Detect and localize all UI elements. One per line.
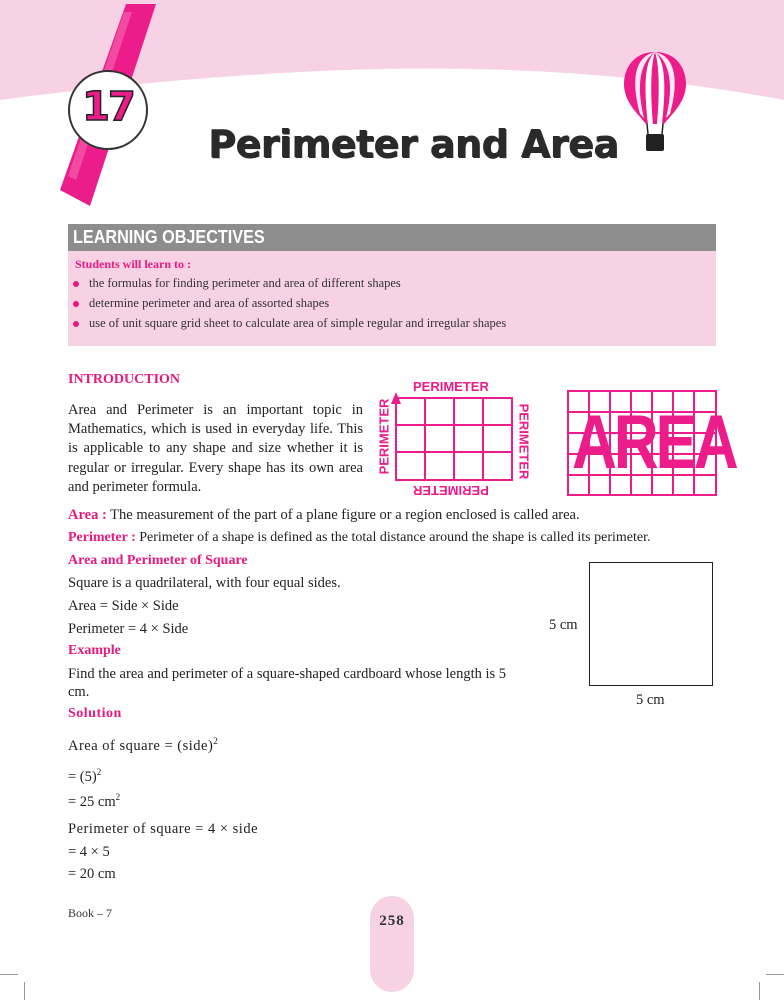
square-figure: [589, 562, 713, 686]
area-graphic-label: AREA: [572, 400, 736, 485]
solution-area-line: [68, 736, 218, 755]
square-bottom-label: 5 cm: [636, 692, 665, 708]
perimeter-term: Perimeter :: [68, 530, 136, 545]
objectives-heading: LEARNING OBJECTIVES: [73, 227, 265, 247]
chapter-number: 17: [82, 84, 134, 130]
crop-mark: [0, 974, 18, 975]
page-number: 258: [379, 913, 405, 929]
example-text: Find the area and perimeter of a square-shaped cardboard whose length is 5 cm.: [68, 666, 507, 700]
crop-mark: [766, 974, 784, 975]
objective-item: the formulas for finding perimeter and area of different shapes: [89, 276, 401, 290]
objectives-lead: Students will learn to :: [75, 257, 192, 271]
bullet-icon: [73, 321, 79, 327]
crop-mark: [24, 982, 25, 1000]
hot-air-balloon-icon: [622, 50, 688, 154]
perimeter-definition-text: Perimeter of a shape is defined as the total distance around the shape is called its perimeter.: [135, 530, 651, 545]
solution-step-2: [68, 792, 120, 811]
solution-step-1: [68, 767, 101, 786]
bullet-icon: [73, 281, 79, 287]
area-definition-text: The measurement of the part of a plane figure or a region enclosed is called area.: [106, 507, 580, 523]
solution-area-exponent: 2: [213, 736, 219, 746]
perimeter-label-bottom: PERIMETER: [413, 483, 489, 498]
square-section-heading: Area and Perimeter of Square: [68, 553, 248, 568]
objective-item: determine perimeter and area of assorted shapes: [89, 296, 330, 310]
square-line-2: Area = Side × Side: [68, 598, 179, 614]
square-line-3: Perimeter = 4 × Side: [68, 621, 189, 637]
perimeter-label-top: PERIMETER: [413, 379, 489, 394]
solution-area-text: Area of square = (side): [68, 737, 214, 754]
perimeter-label-left: PERIMETER: [376, 398, 392, 475]
area-definition: [68, 507, 580, 524]
perimeter-definition: [68, 530, 650, 546]
footer-book: Book – 7: [68, 906, 113, 920]
perimeter-label-right: PERIMETER: [516, 403, 532, 480]
square-side-label: 5 cm: [549, 617, 578, 633]
solution-step-2-exponent: 2: [115, 792, 121, 802]
chapter-title: Perimeter and Area: [208, 122, 619, 166]
crop-mark: [759, 982, 760, 1000]
solution-step-4: = 20 cm: [68, 866, 116, 882]
square-line-1: Square is a quadrilateral, with four equal sides.: [68, 575, 341, 591]
solution-heading: Solution: [68, 706, 122, 721]
bullet-icon: [73, 301, 79, 307]
solution-step-3: = 4 × 5: [68, 844, 110, 860]
objective-item: use of unit square grid sheet to calculate area of simple regular and irregular shapes: [89, 316, 507, 330]
solution-perimeter-line: Perimeter of square = 4 × side: [68, 821, 258, 837]
solution-step-1-text: = (5): [68, 768, 97, 785]
solution-step-1-exponent: 2: [96, 767, 102, 777]
perimeter-grid-graphic: [376, 378, 532, 500]
example-heading: Example: [68, 643, 121, 658]
solution-step-2-text: = 25 cm: [68, 793, 116, 810]
area-term: Area :: [68, 507, 107, 523]
introduction-text: Area and Perimeter is an important topic in Mathematics, which is used in everyday life. This is applicable to any shape and size whether it is regular or irregular. Every shape has its own area and perimeter formula.: [68, 402, 363, 495]
page-number-tab: [370, 896, 414, 992]
introduction-heading: INTRODUCTION: [68, 372, 181, 387]
